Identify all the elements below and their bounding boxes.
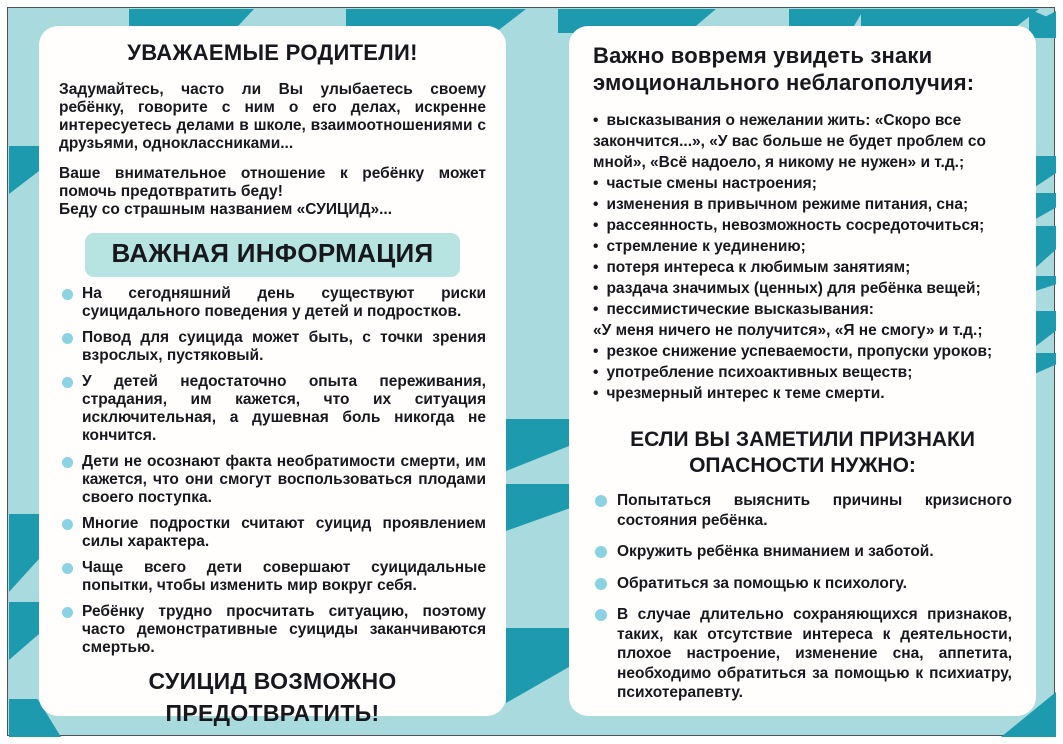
list-item-text: раздача значимых (ценных) для ребёнка вещей; (606, 280, 981, 297)
title-line: эмоционального неблагополучия: (593, 70, 975, 95)
bullet-icon: • (593, 364, 599, 381)
important-info-list (59, 285, 486, 657)
decor-shape (506, 484, 569, 531)
list-item-text: пессимистические высказывания: (606, 301, 874, 318)
list-item (593, 110, 1012, 173)
bullet-dot-icon (62, 607, 73, 618)
list-item-text: потеря интереса к любимым занятиям; (606, 259, 911, 276)
list-item-text: Многие подростки считают суицид проявлением силы характера. (82, 515, 486, 550)
list-item-text: В случае длительно сохраняющихся признаков, таких, как отсутствие интереса к деятельности, плохое настроение, изменение сна, аппетита, необходимо обратиться за помощью к психиатру, психотерапевту. (617, 606, 1012, 701)
left-panel-footer (59, 665, 486, 729)
list-item-text: рассеянность, невозможность сосредоточиться; (606, 217, 985, 234)
list-item-text: Дети не осознают факта необратимости смерти, им кажется, что они смогут воспользоваться плодами своего поступка. (82, 453, 486, 506)
bullet-icon: • (593, 259, 599, 276)
list-item-text: Ребёнку трудно просчитать ситуацию, поэтому часто демонстративные суициды заканчиваются смертью. (82, 603, 486, 656)
decor-shape (9, 602, 41, 660)
left-panel (39, 26, 506, 726)
intro-paragraph: Задумайтесь, часто ли Вы улыбаетесь своему ребёнку, говорите с ним о его делах, искренне интересуетесь делами в школе, взаимоотношениями с друзьями, одноклассниками... (59, 81, 486, 152)
list-item (593, 542, 1012, 562)
bullet-icon: • (593, 112, 599, 129)
list-item-text: Чаще всего дети совершают суицидальные попытки, чтобы изменить мир вокруг себя. (82, 559, 486, 594)
bullet-icon: • (593, 175, 599, 192)
list-item (593, 320, 1012, 341)
trouble-line: Беду со страшным названием «СУИЦИД»... (59, 201, 393, 218)
bullet-dot-icon (595, 495, 607, 507)
right-panel-title (593, 42, 1012, 96)
bullet-icon: • (593, 301, 599, 318)
bullet-dot-icon (62, 333, 73, 344)
list-item-text: Повод для суицида может быть, с точки зрения взрослых, пустяковый. (82, 329, 486, 364)
list-item-text: Обратиться за помощью к психологу. (617, 574, 907, 592)
list-item (593, 491, 1012, 530)
list-item (593, 173, 1012, 194)
list-item (593, 383, 1012, 404)
list-item (593, 299, 1012, 320)
bullet-icon: • (593, 217, 599, 234)
bullet-icon: • (593, 238, 599, 255)
bullet-dot-icon (62, 563, 73, 574)
bullet-dot-icon (62, 519, 73, 530)
list-item (593, 257, 1012, 278)
list-item-text: «У меня ничего не получится», «Я не смогу» и т.д.; (593, 322, 983, 339)
list-item (593, 215, 1012, 236)
list-item (593, 362, 1012, 383)
bullet-icon: • (593, 196, 599, 213)
list-item-text: чрезмерный интерес к теме смерти. (606, 385, 885, 402)
list-item (593, 341, 1012, 362)
brochure-background (7, 7, 1055, 736)
list-item-text: частые смены настроения; (606, 175, 817, 192)
title-line: Важно вовремя увидеть знаки (593, 43, 933, 68)
list-item (59, 329, 486, 365)
list-item (59, 559, 486, 595)
list-item-text: Окружить ребёнка вниманием и заботой. (617, 543, 934, 560)
warning-signs-list (593, 110, 1012, 404)
bullet-dot-icon (62, 289, 73, 300)
decor-shape (506, 628, 569, 703)
list-item-text: высказывания о нежелании жить: «Скоро все закончится...», «У вас больше не будет проблем со мной», «Всё надоело, я никому не нужен» и т.д.; (593, 112, 987, 171)
attention-line: Ваше внимательное отношение к ребёнку может помочь предотвратить беду! (59, 165, 486, 200)
attention-paragraph (59, 165, 486, 219)
list-item (593, 605, 1012, 703)
list-item (59, 603, 486, 657)
danger-signs-heading (593, 427, 1012, 479)
list-item (593, 574, 1012, 594)
list-item-text: употребление психоактивных веществ; (606, 364, 913, 381)
bullet-icon: • (593, 280, 599, 297)
footer-line: ПРЕДОТВРАТИТЬ! (165, 700, 380, 726)
list-item-text: резкое снижение успеваемости, пропуски уроков; (606, 343, 993, 360)
decor-shape (506, 419, 569, 471)
important-info-banner: ВАЖНАЯ ИНФОРМАЦИЯ (85, 233, 459, 277)
bullet-dot-icon (595, 546, 607, 558)
bullet-dot-icon (595, 609, 607, 621)
bullet-icon: • (593, 343, 599, 360)
list-item (59, 285, 486, 321)
decor-shape (9, 514, 43, 592)
heading-line: ЕСЛИ ВЫ ЗАМЕТИЛИ ПРИЗНАКИ (630, 428, 975, 451)
footer-line: СУИЦИД ВОЗМОЖНО (148, 668, 397, 694)
list-item (593, 194, 1012, 215)
list-item (593, 236, 1012, 257)
list-item-text: На сегодняшний день существуют риски суицидального поведения у детей и подростков. (82, 285, 486, 320)
decor-shape (9, 146, 39, 194)
bullet-dot-icon (595, 578, 607, 590)
list-item (59, 515, 486, 551)
bullet-dot-icon (62, 457, 73, 468)
list-item-text: стремление к уединению; (606, 238, 806, 255)
heading-line: ОПАСНОСТИ НУЖНО: (689, 454, 916, 477)
list-item (59, 373, 486, 445)
bullet-icon: • (593, 385, 599, 402)
list-item (593, 278, 1012, 299)
list-item-text: изменения в привычном режиме питания, сна; (606, 196, 969, 213)
list-item-text: У детей недостаточно опыта переживания, страдания, им кажется, что их ситуация исключительная, а душевная боль никогда не кончится. (82, 373, 486, 444)
list-item (59, 453, 486, 507)
left-panel-title: УВАЖАЕМЫЕ РОДИТЕЛИ! (127, 40, 418, 65)
right-panel (569, 26, 1036, 716)
bullet-dot-icon (62, 377, 73, 388)
actions-list (593, 491, 1012, 703)
list-item-text: Попытаться выяснить причины кризисного состояния ребёнка. (617, 492, 1012, 529)
